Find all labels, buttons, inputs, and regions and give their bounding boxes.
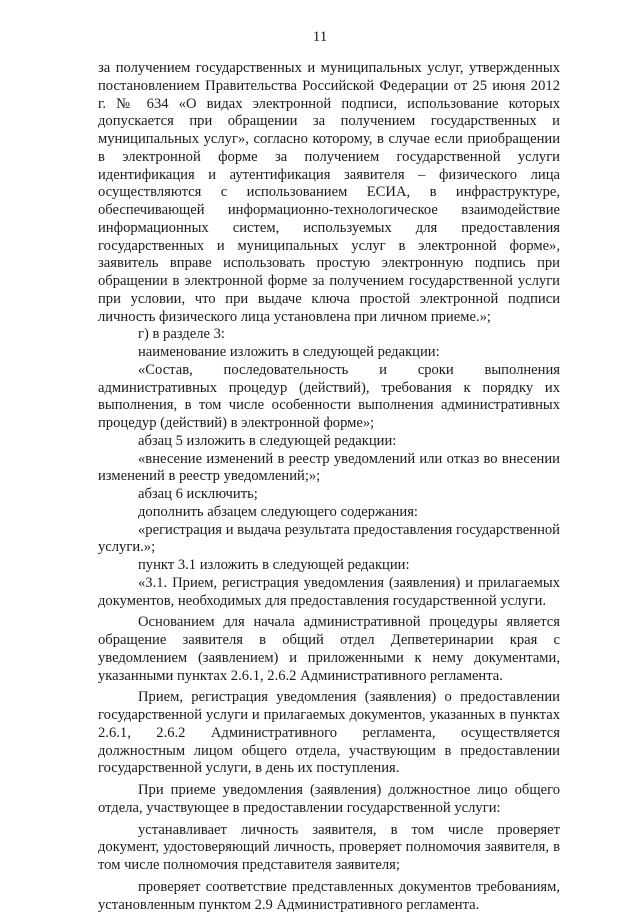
paragraph-reception: Прием, регистрация уведомления (заявления) о предоставлении государственной услуги и прилагаемых документов, указанных в пунктах 2.6.1, 2.6.2 Административного регламента, осуществляется должностным лицом общего отдела, участвующим в предоставлении государственной услуги, в день их поступления. (98, 689, 560, 777)
paragraph-documents-check: проверяет соответствие представленных документов требованиям, установленным пунктом 2.9 Административного регламента. (98, 878, 560, 913)
paragraph-esia-signature: за получением государственных и муниципальных услуг, утвержденных постановлением Правительства Российской Федерации от 25 июня 2012 г. № 634 «О видах электронной подписи, использование которых допускается при обращении за получением государственных и муниципальных услуг», согласно которому, в случае если приобращении в электронной форме за получением государственной услуги идентификация и аутентификация заявителя – физического лица осуществляются с использованием ЕСИА, в инфраструктуре, обеспечивающей информационно-технологическое взаимодействие информационных систем, используемых для предоставления государственных и муниципальных услуг в электронной форме», заявитель вправе использовать простую электронную подпись при обращении в электронной форме за получением государственной услуги при условии, что при выдаче ключа простой электронной подписи личность физического лица установлена при личном приеме.»; (98, 60, 560, 325)
paragraph-clause-6: абзац 6 исключить; (138, 486, 258, 502)
paragraph-add-clause: дополнить абзацем следующего содержания: (138, 503, 418, 520)
paragraph-point-3-1: пункт 3.1 изложить в следующей редакции: (138, 557, 410, 573)
paragraph-clause-5-text: «внесение изменений в реестр уведомлений или отказ во внесении изменений в реестр уведомлений;»; (98, 450, 560, 485)
paragraph-title-change: наименование изложить в следующей редакции: (138, 344, 440, 360)
document-body (98, 60, 560, 914)
paragraph-identity-check: устанавливает личность заявителя, в том числе проверяет документ, удостоверяющий личность, проверяет полномочия заявителя, в том числе полномочия представителя заявителя; (98, 821, 560, 873)
paragraph-clause-5: абзац 5 изложить в следующей редакции: (138, 432, 397, 449)
page-number: 11 (312, 29, 328, 45)
paragraph-section-3: г) в разделе 3: (138, 326, 225, 343)
paragraph-new-title: «Состав, последовательность и сроки выполнения административных процедур (действий), требования к порядку их выполнения, в том числе особенности выполнения административных процедур (действий) в электронной форме»; (98, 361, 560, 431)
paragraph-on-reception: При приеме уведомления (заявления) должностное лицо общего отдела, участвующее в предоставлении государственной услуги: (98, 782, 560, 816)
paragraph-add-clause-text: «регистрация и выдача результата предоставления государственной услуги.»; (98, 521, 560, 556)
paragraph-point-3-1-text: «3.1. Прием, регистрация уведомления (заявления) и прилагаемых документов, необходимых для предоставления государственной услуги. (98, 574, 560, 609)
paragraph-basis: Основанием для начала административной процедуры является обращение заявителя в общий отдел Депветеринарии края с уведомлением (заявлением) и приложенными к нему документами, указанными пунктах 2.6.1, 2.6.2 Административного регламента. (98, 614, 560, 684)
